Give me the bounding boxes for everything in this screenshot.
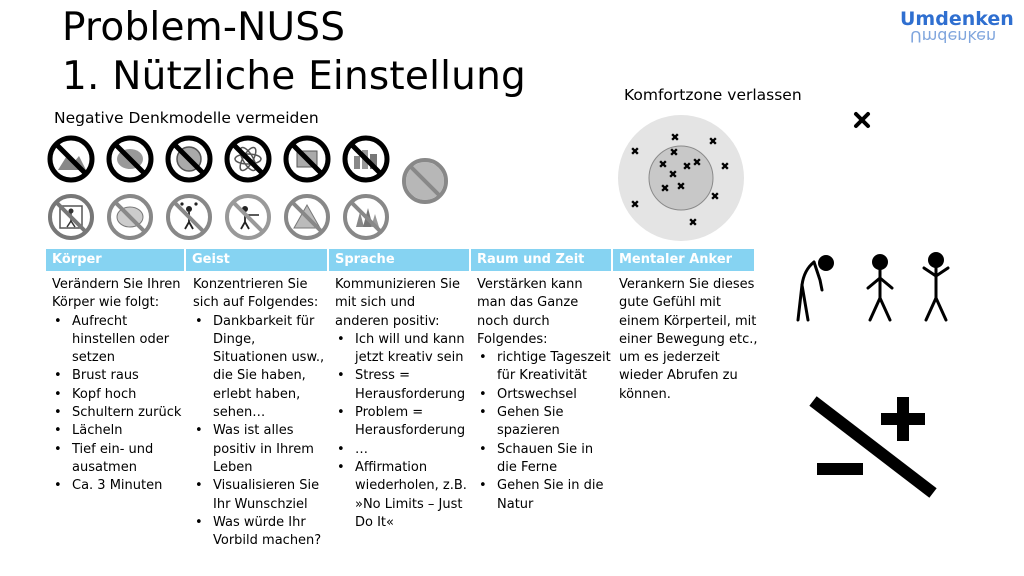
header-mentaler-anker: Mentaler Anker bbox=[613, 249, 754, 271]
column-raum-und-zeit bbox=[477, 276, 611, 514]
list-item: • Kopf hoch bbox=[52, 386, 184, 404]
list-item: • Gehen Sie spazieren bbox=[477, 404, 611, 441]
koerper-intro: Verändern Sie Ihren Körper wie folgt: bbox=[52, 277, 181, 311]
prohibited-box-figure-icon bbox=[46, 192, 96, 242]
single-cross-icon bbox=[852, 110, 872, 130]
svg-text:✖: ✖ bbox=[658, 158, 668, 171]
list-item: • Ich will und kann jetzt kreativ sein bbox=[335, 331, 469, 368]
prohibited-stick-figure-icon bbox=[223, 192, 273, 242]
svg-text:✖: ✖ bbox=[630, 198, 640, 211]
header-raum-und-zeit: Raum und Zeit bbox=[471, 249, 613, 271]
prohibited-atom-icon bbox=[223, 134, 273, 184]
svg-text:✖: ✖ bbox=[630, 145, 640, 158]
prohibited-brain-icon bbox=[105, 134, 155, 184]
list-item: • Tief ein- und ausatmen bbox=[52, 441, 184, 478]
svg-text:✖: ✖ bbox=[720, 160, 730, 173]
prohibition-icons-grid bbox=[46, 134, 466, 250]
slide-title-line-2: 1. Nützliche Einstellung bbox=[62, 54, 526, 99]
svg-text:✖: ✖ bbox=[676, 180, 686, 193]
prohibited-box-icon bbox=[282, 134, 332, 184]
prohibited-rock-icon bbox=[400, 156, 450, 206]
sprache-intro: Kommunizieren Sie mit sich und anderen positiv: bbox=[335, 277, 460, 329]
komfortzone-heading: Komfortzone verlassen bbox=[624, 86, 802, 104]
logo-text: Umdenken bbox=[900, 8, 1014, 30]
koerper-list bbox=[52, 313, 184, 496]
anker-intro: Verankern Sie dieses gute Gefühl mit einem Körperteil, mit einer Bewegung etc., um es jederzeit wieder Abrufen zu können. bbox=[619, 277, 758, 402]
list-item: • richtige Tageszeit für Kreativität bbox=[477, 349, 611, 386]
list-item: • Dankbarkeit für Dinge, Situationen usw., die Sie haben, erlebt haben, sehen… bbox=[193, 313, 327, 423]
list-item: • Schultern zurück bbox=[52, 404, 184, 422]
list-item: • Lächeln bbox=[52, 422, 184, 440]
svg-text:✖: ✖ bbox=[692, 156, 702, 169]
column-koerper bbox=[52, 276, 184, 496]
column-mentaler-anker bbox=[619, 276, 759, 404]
list-item: • Problem = Herausforderung bbox=[335, 404, 469, 441]
svg-text:✖: ✖ bbox=[688, 216, 698, 229]
header-geist: Geist bbox=[186, 249, 329, 271]
posture-figures-icon bbox=[790, 250, 970, 325]
list-item: • Was ist alles positiv in Ihrem Leben bbox=[193, 422, 327, 477]
raum-list bbox=[477, 349, 611, 514]
list-item: • Was würde Ihr Vorbild machen? bbox=[193, 514, 327, 551]
prohibited-brain-maze-icon bbox=[105, 192, 155, 242]
list-item: • … bbox=[335, 441, 469, 459]
svg-text:✖: ✖ bbox=[710, 190, 720, 203]
header-sprache: Sprache bbox=[329, 249, 471, 271]
list-item: • Ca. 3 Minuten bbox=[52, 477, 184, 495]
negative-denkmodelle-heading: Negative Denkmodelle vermeiden bbox=[54, 109, 319, 127]
minus-plus-slash-icon bbox=[805, 395, 940, 500]
svg-text:✖: ✖ bbox=[669, 146, 679, 159]
geist-list bbox=[193, 313, 327, 551]
list-item: • Visualisieren Sie Ihr Wunschziel bbox=[193, 477, 327, 514]
prohibited-juggler-icon bbox=[164, 192, 214, 242]
logo-mirrored-text: Umdenken bbox=[910, 27, 997, 46]
list-item: • Schauen Sie in die Ferne bbox=[477, 441, 611, 478]
geist-intro: Konzentrieren Sie sich auf Folgendes: bbox=[193, 277, 319, 311]
prohibited-city-icon bbox=[341, 134, 391, 184]
list-item: • Gehen Sie in die Natur bbox=[477, 477, 611, 514]
column-geist bbox=[193, 276, 327, 550]
slide-title-line-1: Problem-NUSS bbox=[62, 5, 346, 50]
prohibited-globe-icon bbox=[164, 134, 214, 184]
prohibited-pyramid-icon bbox=[282, 192, 332, 242]
header-koerper: Körper bbox=[46, 249, 186, 271]
svg-text:✖: ✖ bbox=[682, 160, 692, 173]
sprache-list bbox=[335, 331, 469, 532]
svg-text:✖: ✖ bbox=[708, 135, 718, 148]
column-sprache bbox=[335, 276, 469, 532]
prohibited-mountain-icon bbox=[46, 134, 96, 184]
svg-text:✖: ✖ bbox=[670, 131, 680, 144]
list-item: • Ortswechsel bbox=[477, 386, 611, 404]
list-item: • Stress = Herausforderung bbox=[335, 367, 469, 404]
prohibited-forest-icon bbox=[341, 192, 391, 242]
list-item: • Aufrecht hinstellen oder setzen bbox=[52, 313, 184, 368]
svg-text:✖: ✖ bbox=[660, 182, 670, 195]
umdenken-logo bbox=[900, 8, 1020, 46]
raum-intro: Verstärken kann man das Ganze noch durch Folgendes: bbox=[477, 277, 583, 347]
table-header-row bbox=[46, 249, 754, 271]
komfortzone-diagram bbox=[617, 114, 745, 242]
svg-text:✖: ✖ bbox=[668, 168, 678, 181]
list-item: • Brust raus bbox=[52, 367, 184, 385]
list-item: • Affirmation wiederholen, z.B. »No Limits – Just Do It« bbox=[335, 459, 469, 532]
